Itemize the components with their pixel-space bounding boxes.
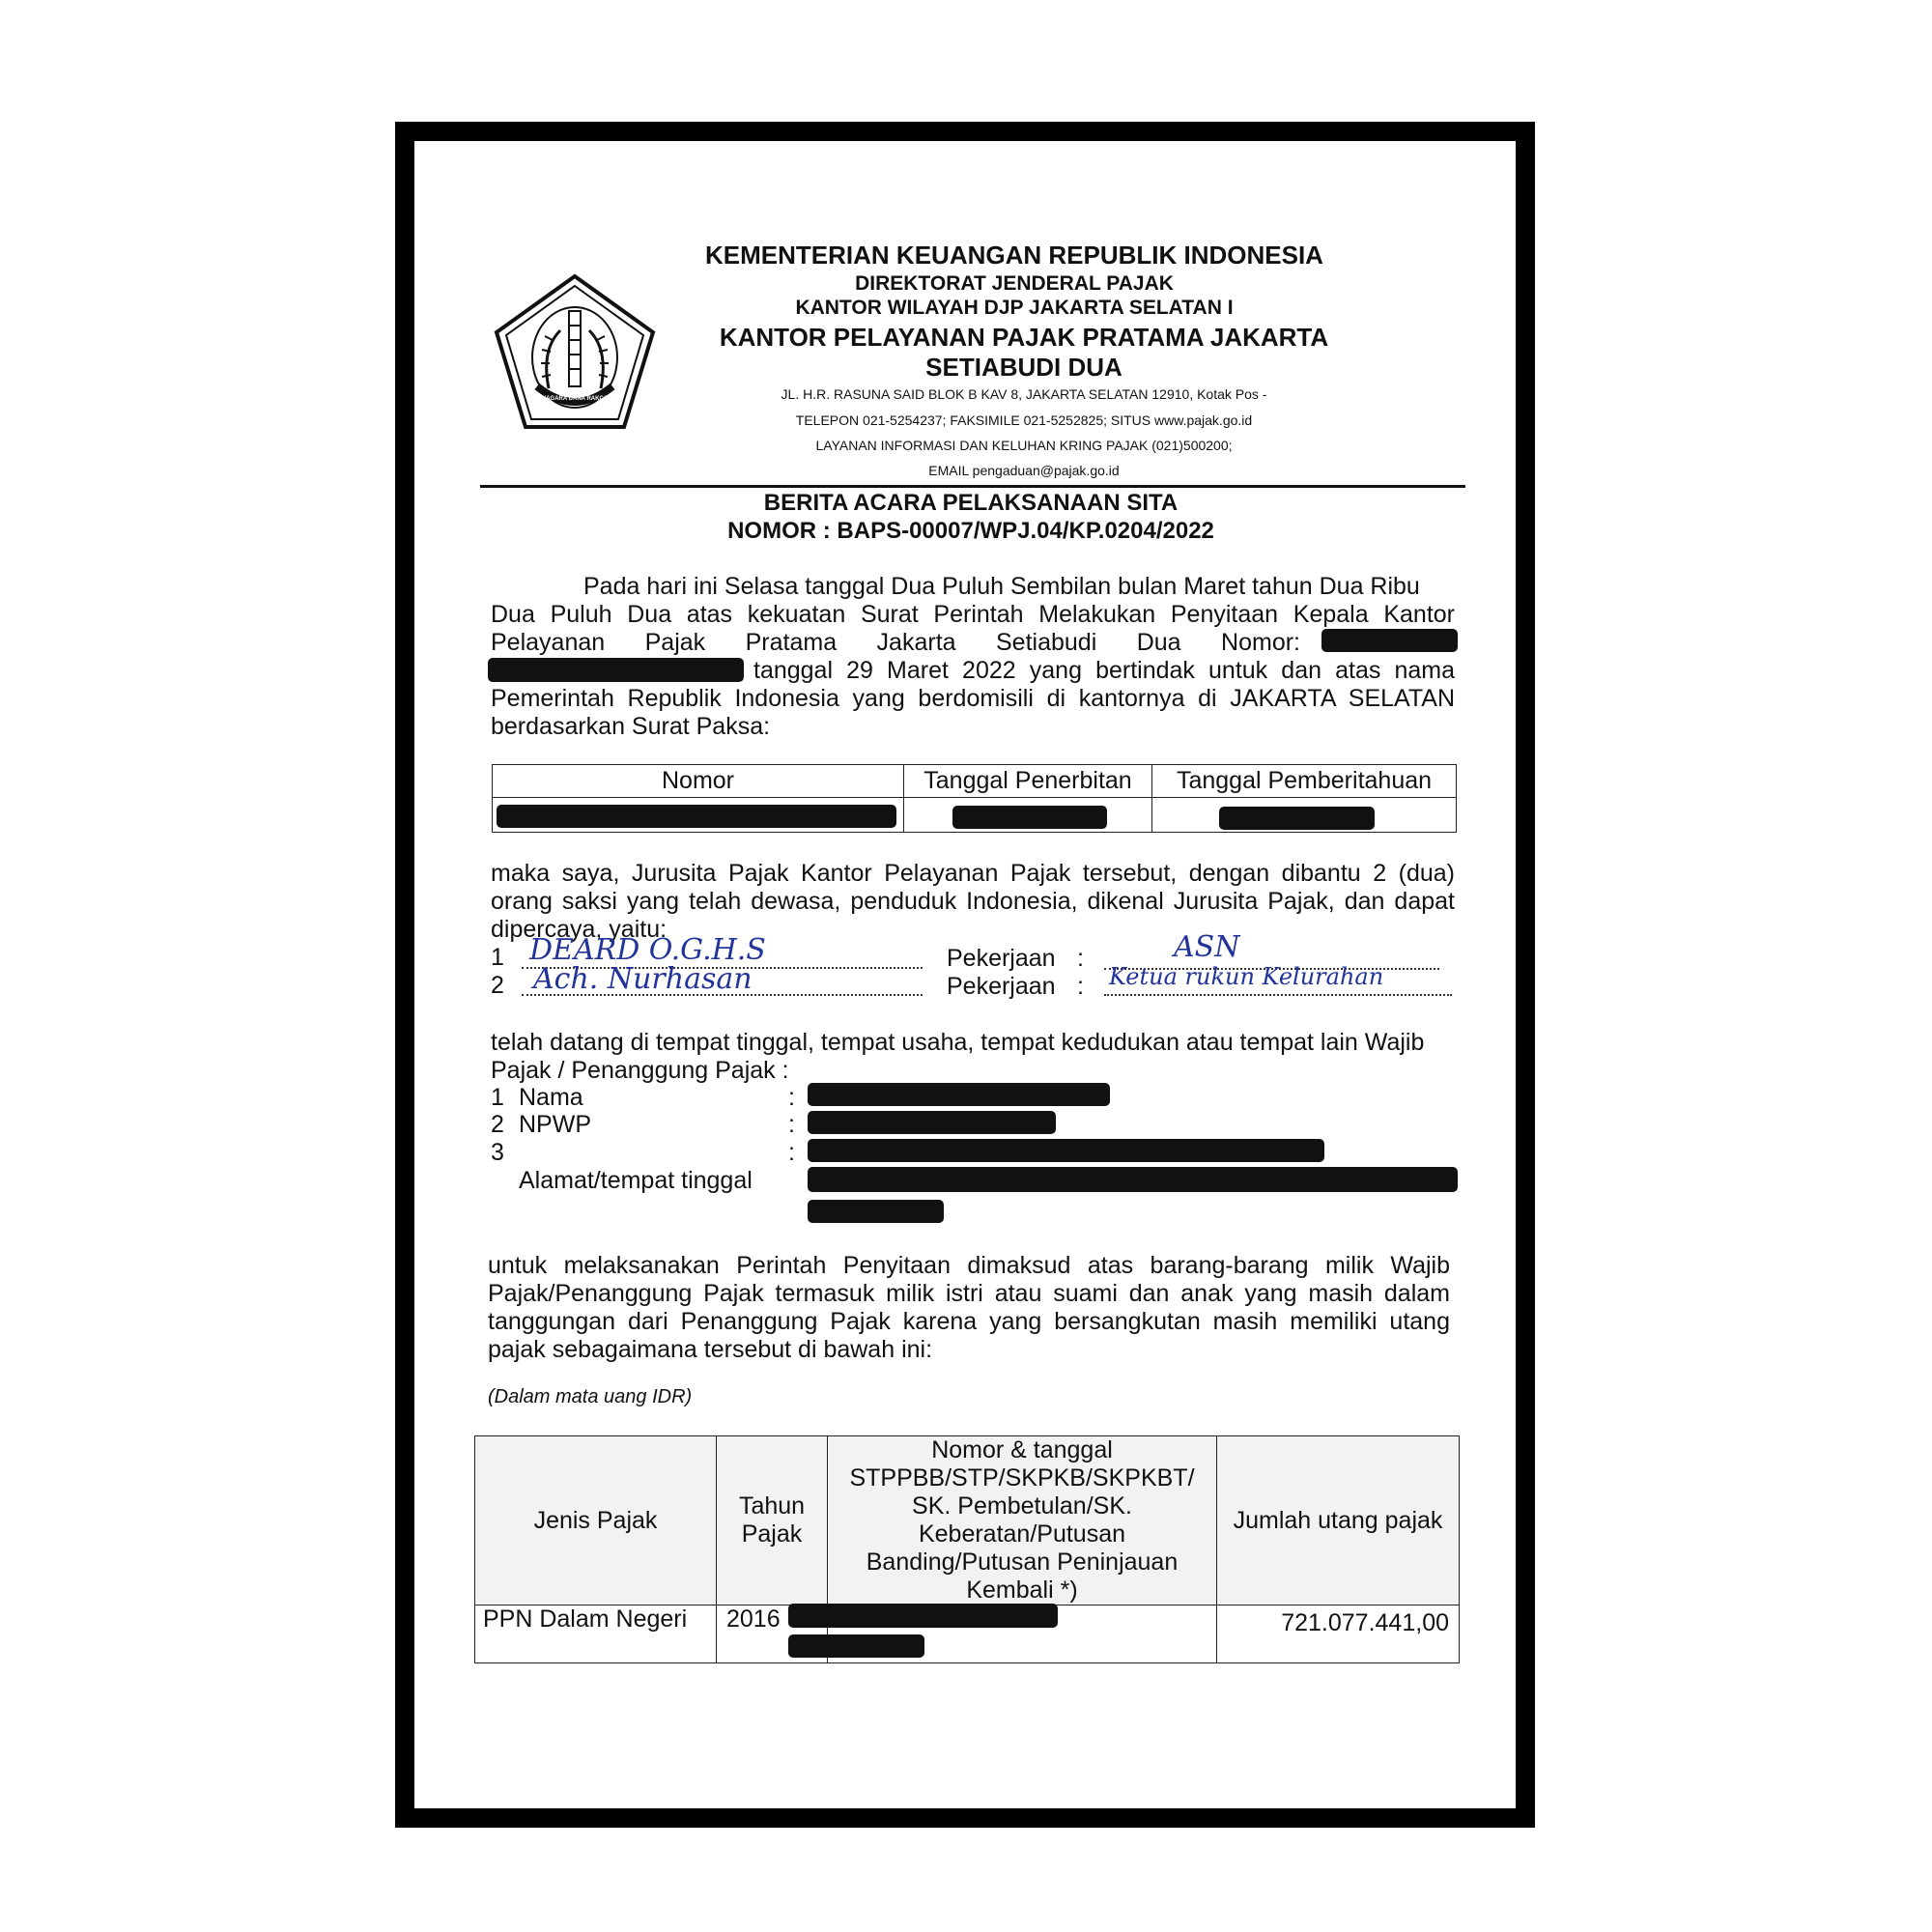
- witness-1-name: DEARD O.G.H.S: [529, 933, 766, 967]
- paragraph-4-line-1: untuk melaksanakan Perintah Penyitaan dimaksud atas barang-barang milik Wajib: [488, 1252, 1450, 1279]
- redacted-taxpayer-name: [808, 1083, 1110, 1106]
- regional-office-name: KANTOR WILAYAH DJP JAKARTA SELATAN I: [795, 297, 1234, 319]
- witness-1-job-label: Pekerjaan: [947, 945, 1056, 972]
- paragraph-1-line-2: Dua Puluh Dua atas kekuatan Surat Perintah Melakukan Penyitaan Kepala Kantor: [491, 601, 1455, 628]
- redacted-taxpayer-address: [808, 1167, 1458, 1192]
- witness-1-colon: :: [1077, 945, 1084, 972]
- logo-motto: NAGARA DANA RAKCA: [541, 396, 609, 402]
- office-email: EMAIL pengaduan@pajak.go.id: [928, 463, 1120, 478]
- paragraph-4-line-2: Pajak/Penanggung Pajak termasuk milik istri atau suami dan anak yang masih dalam: [488, 1280, 1450, 1307]
- redacted-surat-paksa-number: [497, 805, 896, 828]
- office-phone: TELEPON 021-5254237; FAKSIMILE 021-5252825; SITUS www.pajak.go.id: [795, 412, 1253, 428]
- paragraph-4-line-4: pajak sebagaimana tersebut di bawah ini:: [488, 1336, 933, 1363]
- witness-2-name: Ach. Nurhasan: [533, 962, 753, 996]
- witness-1-job: ASN: [1174, 930, 1240, 964]
- office-address: JL. H.R. RASUNA SAID BLOK B KAV 8, JAKARTA SELATAN 12910, Kotak Pos -: [781, 386, 1267, 402]
- taxpayer-field-1-number: 1: [491, 1084, 504, 1111]
- witness-2-colon: :: [1077, 973, 1084, 1000]
- header-tanggal-pemberitahuan: Tanggal Pemberitahuan: [1152, 765, 1457, 798]
- redacted-taxpayer-address-cont: [808, 1200, 944, 1223]
- redacted-assessment-date: [788, 1634, 924, 1658]
- paragraph-1-line-3: Pelayanan Pajak Pratama Jakarta Setiabudi Dua Nomor:: [491, 629, 1300, 656]
- redacted-order-number-cont: [488, 658, 744, 682]
- redacted-taxpayer-npwp: [808, 1111, 1056, 1134]
- witness-2-job-line: [1104, 994, 1452, 996]
- office-name-line1: KANTOR PELAYANAN PAJAK PRATAMA JAKARTA: [719, 323, 1329, 352]
- taxpayer-field-1-colon: :: [788, 1084, 795, 1111]
- taxpayer-field-3-colon: :: [788, 1139, 795, 1166]
- taxpayer-field-3-number: 3: [491, 1139, 504, 1166]
- header-nomor-tanggal: Nomor & tanggal STPPBB/STP/SKPKB/SKPKBT/ SK. Pembetulan/SK. Keberatan/Putusan Banding/Putusan Peninjauan Kembali *): [828, 1436, 1217, 1605]
- paragraph-2: [491, 860, 1455, 944]
- cell-jenis-pajak: PPN Dalam Negeri: [475, 1605, 717, 1663]
- document-number: NOMOR : BAPS-00007/WPJ.04/KP.0204/2022: [727, 518, 1214, 544]
- cell-tahun-pajak: 2016: [717, 1605, 828, 1663]
- paragraph-2-line-1: maka saya, Jurusita Pajak Kantor Pelayanan Pajak tersebut, dengan dibantu 2 (dua): [491, 860, 1455, 887]
- header-divider: [480, 485, 1465, 488]
- paragraph-3: [491, 1029, 1455, 1085]
- paragraph-1-line-1: Pada hari ini Selasa tanggal Dua Puluh Sembilan bulan Maret tahun Dua Ribu: [583, 573, 1420, 600]
- redacted-order-number: [1321, 629, 1458, 652]
- paragraph-2-line-2: orang saksi yang telah dewasa, penduduk Indonesia, dikenal Jurusita Pajak, dan dapat: [491, 888, 1455, 915]
- paragraph-2-line-3: dipercaya, yaitu:: [491, 916, 668, 943]
- currency-note: (Dalam mata uang IDR): [488, 1386, 693, 1407]
- paragraph-1-line-5: Pemerintah Republik Indonesia yang berdomisili di kantornya di JAKARTA SELATAN: [491, 685, 1455, 712]
- paragraph-3-line-1: telah datang di tempat tinggal, tempat usaha, tempat kedudukan atau tempat lain Wajib: [491, 1029, 1425, 1056]
- paragraph-3-line-2: Pajak / Penanggung Pajak :: [491, 1057, 789, 1084]
- witness-2-job: Ketua rukun Kelurahan: [1109, 963, 1384, 990]
- ministry-logo: [493, 272, 657, 437]
- header-jumlah-utang: Jumlah utang pajak: [1217, 1436, 1460, 1605]
- witness-2-number: 2: [491, 972, 504, 999]
- document-title: BERITA ACARA PELAKSANAAN SITA: [763, 490, 1179, 516]
- taxpayer-field-2-colon: :: [788, 1111, 795, 1138]
- office-name-line2: SETIABUDI DUA: [925, 353, 1122, 382]
- paragraph-1-line-6: berdasarkan Surat Paksa:: [491, 713, 771, 740]
- paragraph-1-line-4: tanggal 29 Maret 2022 yang bertindak untuk dan atas nama: [753, 657, 1455, 684]
- header-tahun-pajak: Tahun Pajak: [717, 1436, 828, 1605]
- witness-1-number: 1: [491, 944, 504, 971]
- taxpayer-field-2-number: 2: [491, 1111, 504, 1138]
- paragraph-1: [491, 573, 1455, 741]
- redacted-assessment-number: [788, 1604, 1058, 1628]
- taxpayer-address-label: Alamat/tempat tinggal: [519, 1167, 753, 1194]
- header-jenis-pajak: Jenis Pajak: [475, 1436, 717, 1605]
- redacted-taxpayer-field-3: [808, 1139, 1324, 1162]
- cell-jumlah-utang: 721.077.441,00: [1217, 1605, 1460, 1663]
- taxpayer-field-1-label: Nama: [519, 1084, 583, 1111]
- header-nomor: Nomor: [493, 765, 904, 798]
- witness-2-job-label: Pekerjaan: [947, 973, 1056, 1000]
- paragraph-4-line-3: tanggungan dari Penanggung Pajak karena yang bersangkutan masih memiliki utang: [488, 1308, 1450, 1335]
- header-tanggal-penerbitan: Tanggal Penerbitan: [904, 765, 1152, 798]
- taxpayer-field-2-label: NPWP: [519, 1111, 591, 1138]
- redacted-issue-date: [952, 806, 1107, 829]
- ministry-name: KEMENTERIAN KEUANGAN REPUBLIK INDONESIA: [705, 241, 1323, 270]
- office-service: LAYANAN INFORMASI DAN KELUHAN KRING PAJAK (021)500200;: [815, 438, 1233, 453]
- redacted-notice-date: [1219, 807, 1375, 830]
- paragraph-4: [488, 1252, 1450, 1364]
- debt-table: [474, 1435, 1460, 1663]
- directorate-name: DIREKTORAT JENDERAL PAJAK: [855, 272, 1174, 295]
